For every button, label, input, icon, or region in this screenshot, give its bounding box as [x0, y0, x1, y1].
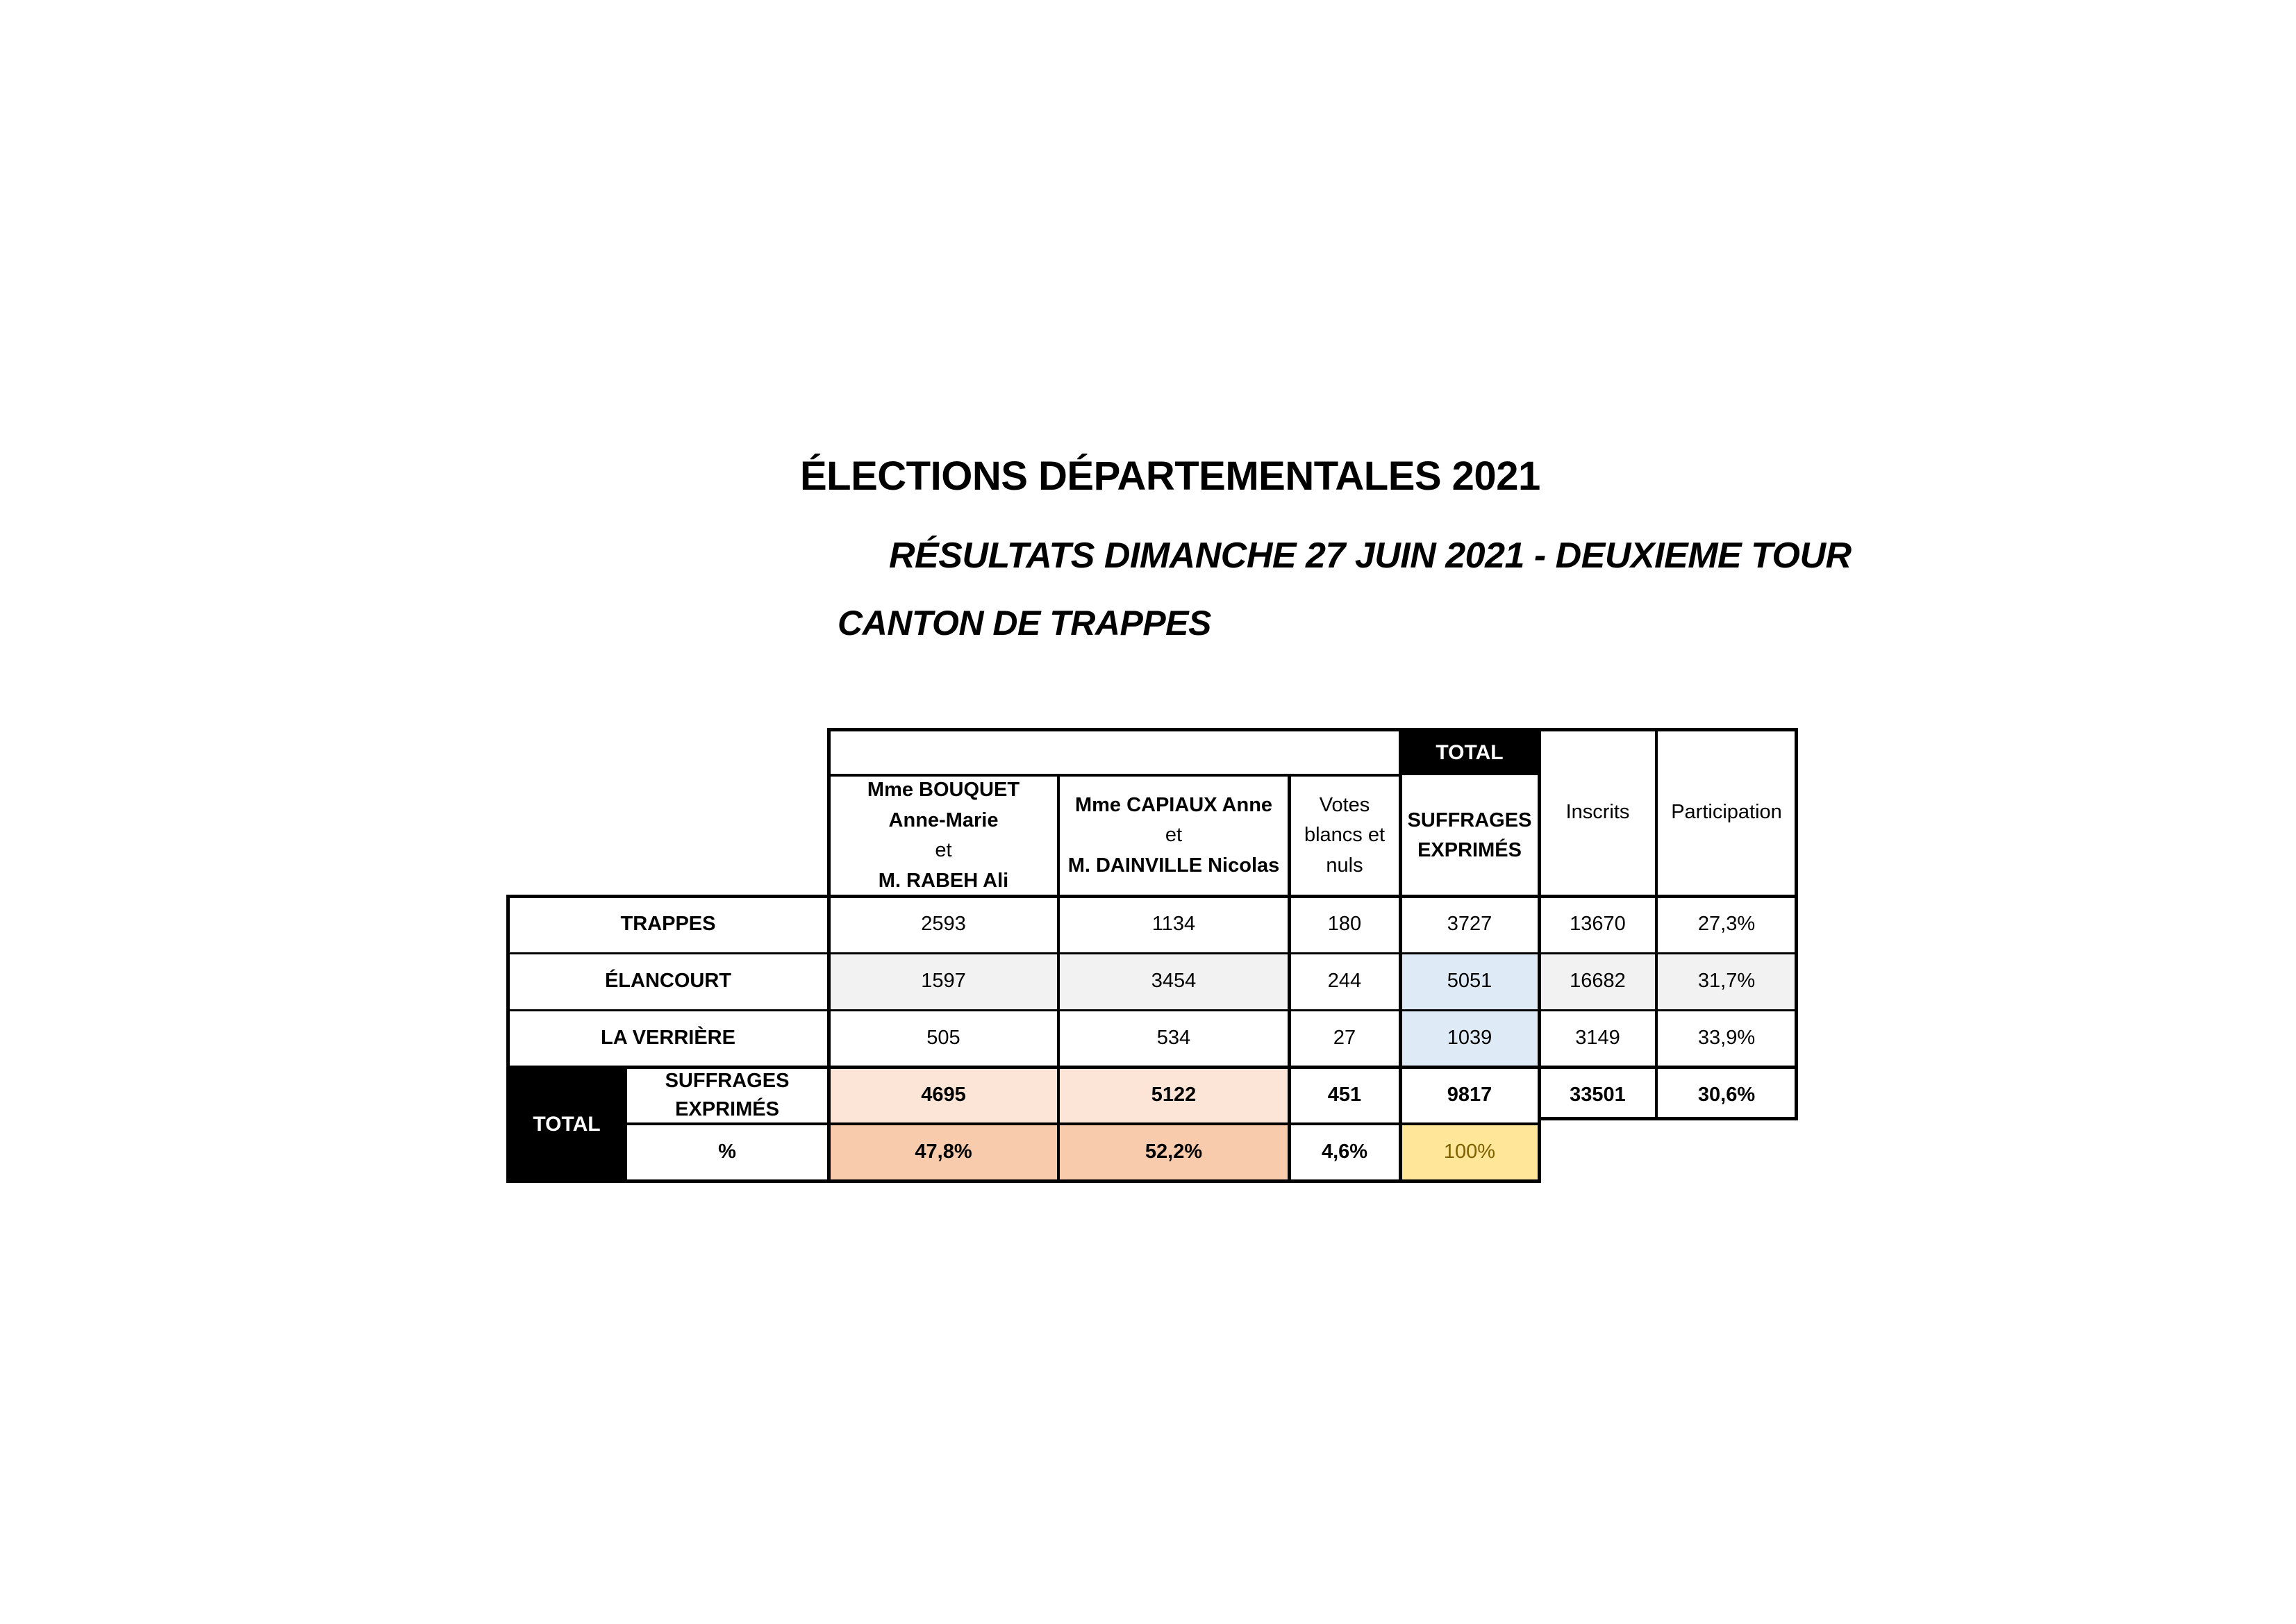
header-suffrages: SUFFRAGES EXPRIMÉS	[1407, 809, 1532, 861]
grid-line	[827, 728, 831, 1183]
row-trappes-c1: 2593	[921, 913, 966, 936]
total-suffrages-label: SUFFRAGES EXPRIMÉS	[665, 1070, 790, 1120]
grid-line	[1655, 728, 1658, 1120]
total-row-label: TOTAL	[508, 1067, 626, 1181]
total-inscrits: 33501	[1570, 1084, 1626, 1107]
header-candidate2: Mme CAPIAUX Anne et M. DAINVILLE Nicolas	[1067, 793, 1280, 877]
row-laverriere-c2: 534	[1156, 1027, 1191, 1050]
row-elancourt-participation: 31,7%	[1697, 970, 1756, 993]
grid-line	[1539, 1117, 1798, 1120]
row-elancourt-c2: 3454	[1151, 970, 1197, 993]
grid-line	[827, 774, 1401, 777]
grid-line	[827, 728, 1798, 731]
row-laverriere-blancs: 27	[1333, 1027, 1356, 1050]
row-trappes-c2: 1134	[1151, 913, 1196, 936]
grid-line	[506, 1066, 1798, 1069]
grid-line	[624, 1122, 1540, 1125]
row-trappes-blancs: 180	[1327, 913, 1362, 936]
grid-line	[1538, 728, 1541, 1183]
percent-blancs: 4,6%	[1321, 1141, 1368, 1163]
canton-heading: CANTON DE TRAPPES	[838, 604, 1211, 643]
row-laverriere-participation: 33,9%	[1697, 1027, 1756, 1050]
row-laverriere-c1: 505	[926, 1027, 960, 1050]
header-total-label: TOTAL	[1400, 729, 1539, 775]
document-subtitle: RÉSULTATS DIMANCHE 27 JUIN 2021 - DEUXIEME TOUR	[889, 536, 1852, 576]
grid-line	[506, 1009, 1798, 1011]
grid-line	[506, 952, 1798, 954]
row-elancourt-suffrages: 5051	[1447, 970, 1492, 993]
total-c1: 4695	[921, 1084, 966, 1107]
row-elancourt-inscrits: 16682	[1570, 970, 1626, 993]
row-laverriere-inscrits: 3149	[1575, 1027, 1620, 1050]
row-trappes-inscrits: 13670	[1570, 913, 1626, 936]
grid-line	[1057, 774, 1060, 1183]
row-elancourt-blancs: 244	[1327, 970, 1362, 993]
percent-label: %	[718, 1141, 736, 1163]
row-trappes-participation: 27,3%	[1697, 913, 1756, 936]
percent-c1: 47,8%	[915, 1141, 972, 1163]
row-elancourt-c1: 1597	[921, 970, 966, 993]
header-participation: Participation	[1671, 801, 1782, 824]
header-blancs: Votes blancs et nuls	[1304, 793, 1386, 877]
row-trappes-suffrages: 3727	[1447, 913, 1492, 936]
total-suffrages: 9817	[1447, 1084, 1492, 1107]
total-participation: 30,6%	[1697, 1084, 1756, 1107]
grid-line	[506, 895, 510, 1183]
total-c2: 5122	[1151, 1084, 1197, 1107]
percent-suffrages: 100%	[1443, 1141, 1496, 1163]
row-trappes-commune: TRAPPES	[620, 913, 716, 936]
percent-c2: 52,2%	[1145, 1141, 1203, 1163]
grid-line	[1288, 774, 1291, 1183]
header-candidate1: Mme BOUQUET Anne-Marie et M. RABEH Ali	[867, 779, 1020, 892]
row-elancourt-commune: ÉLANCOURT	[604, 970, 732, 993]
row-laverriere-suffrages: 1039	[1447, 1027, 1492, 1050]
grid-line	[624, 1067, 627, 1183]
document-title: ÉLECTIONS DÉPARTEMENTALES 2021	[800, 454, 1540, 499]
grid-line	[506, 1179, 1540, 1183]
grid-line	[1399, 728, 1402, 1183]
header-inscrits: Inscrits	[1565, 801, 1630, 824]
total-blancs: 451	[1327, 1084, 1362, 1107]
grid-line	[506, 895, 1798, 898]
grid-line	[1795, 728, 1798, 1120]
row-laverriere-commune: LA VERRIÈRE	[601, 1027, 735, 1050]
